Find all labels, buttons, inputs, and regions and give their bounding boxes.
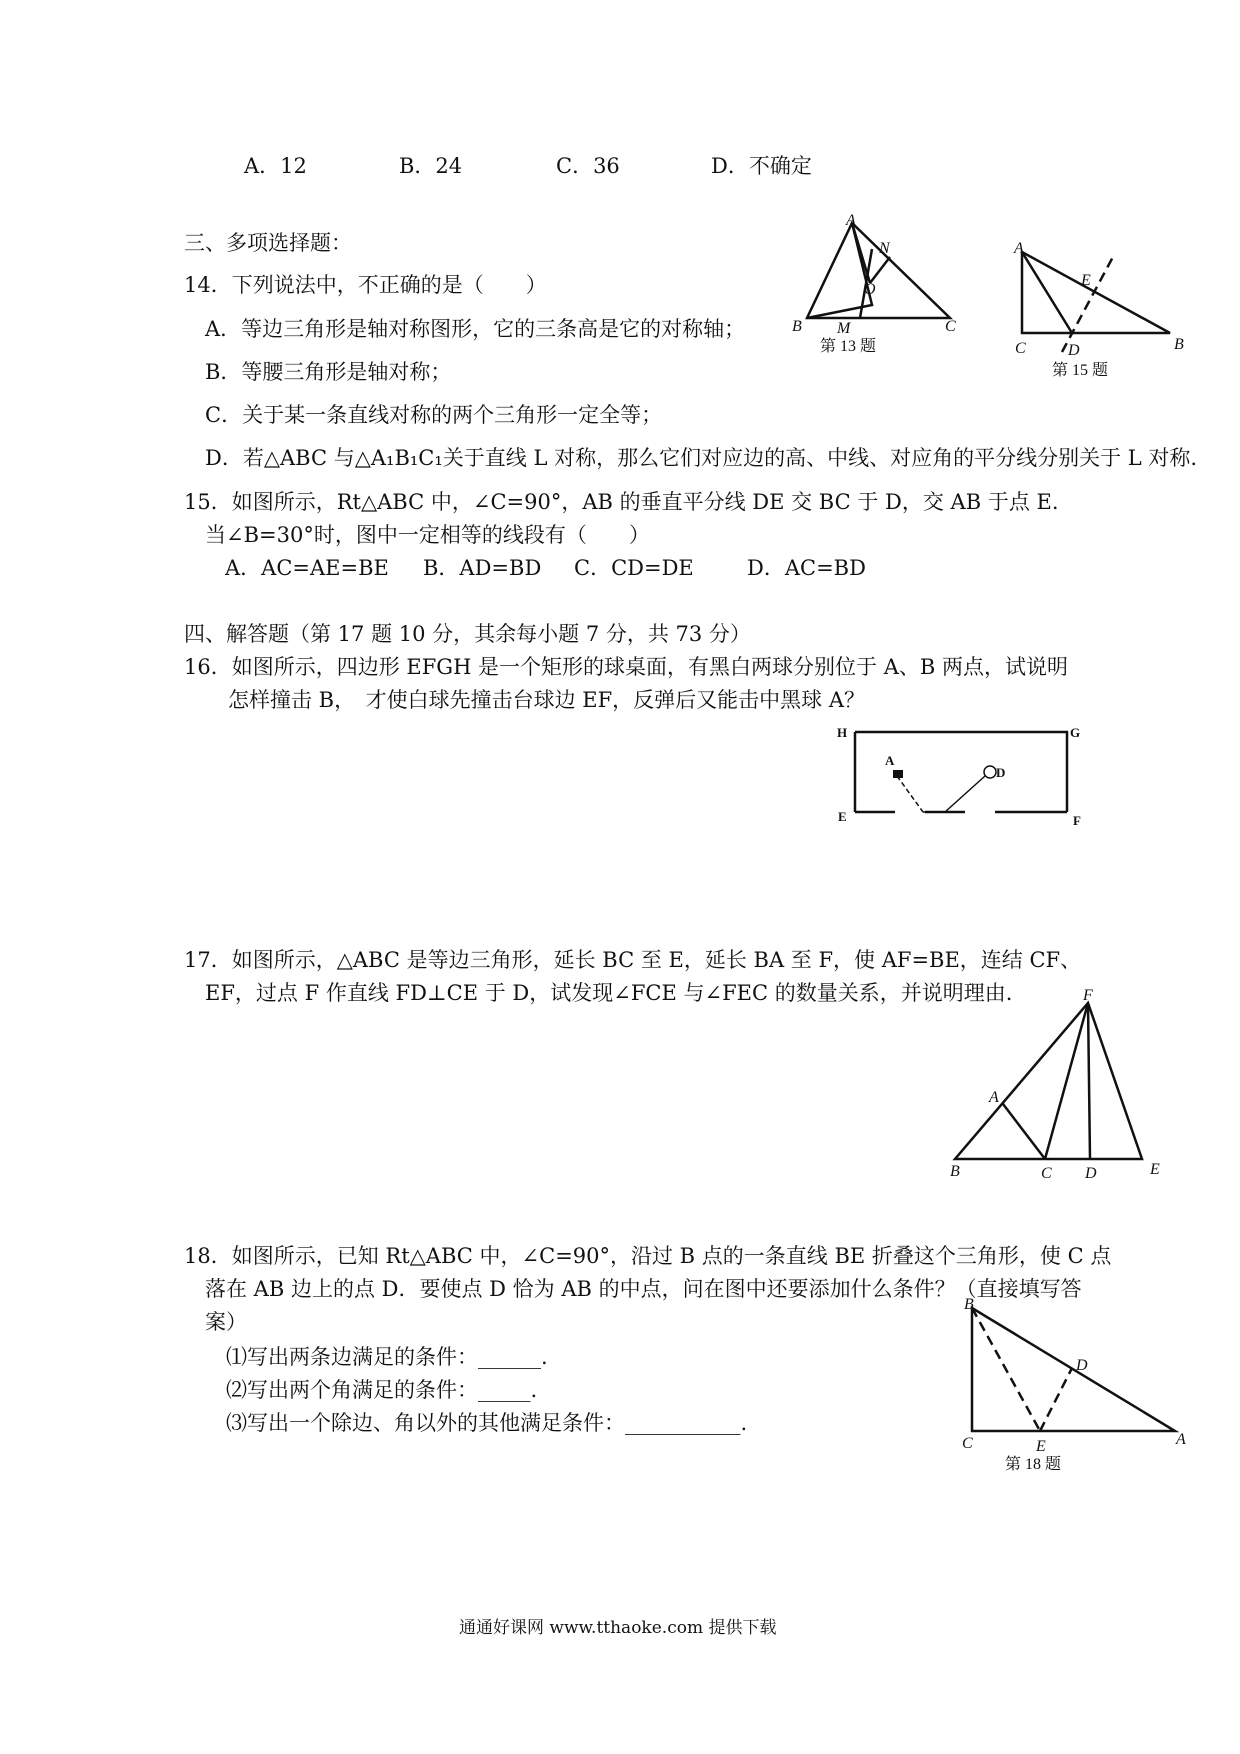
q15-option-a: A．AC=AE=BE [225,556,389,580]
fig16-label-ball-b: D [996,765,1006,780]
fig13-label-n: N [879,240,890,257]
q18-line-2: 落在 AB 边上的点 D．要使点 D 恰为 AB 的中点，问在图中还要添加什么条件？（直接填写答 [205,1277,1082,1301]
fig16-label-e: E [838,809,847,824]
fig13-label-a: A [846,212,856,229]
fig15-caption: 第 15 题 [1052,362,1109,379]
fig16-label-h: H [837,725,848,740]
fig17-label-f: F [1083,987,1093,1004]
q15-option-b: B．AD=BD [423,556,542,580]
fig16-label-g: G [1070,725,1081,740]
fig17-label-b: B [950,1163,960,1180]
q15-line-2: 当∠B=30°时，图中一定相等的线段有（ ） [205,523,650,547]
q13-option-b: B．24 [399,154,463,178]
q14-stem: 14．下列说法中，不正确的是（ ） [184,273,547,297]
q15-option-c: C．CD=DE [574,556,694,580]
section-3-title: 三、多项选择题： [184,231,352,255]
fig18-label-b: B [964,1296,974,1313]
fig15-label-b: B [1174,336,1184,353]
q14-option-a: A．等边三角形是轴对称图形，它的三条高是它的对称轴； [205,317,746,341]
q18-part-2: ⑵写出两个角满足的条件：_____. [226,1378,538,1402]
figure-18 [950,1295,1180,1445]
q18-line-3: 案） [205,1310,247,1334]
fig18-label-c: C [962,1435,973,1452]
q16-line-1: 16．如图所示，四边形 EFGH 是一个矩形的球桌面，有黑白两球分别位于 A、B 两点，试说明 [184,655,1069,679]
fig13-label-c: C [945,318,956,335]
fig15-label-a: A [1014,240,1024,257]
figure-13 [790,215,980,335]
section-4-title: 四、解答题（第 17 题 10 分，其余每小题 7 分，共 73 分） [184,622,751,646]
q13-option-c: C．36 [556,154,620,178]
q14-option-d: D．若△ABC 与△A₁B₁C₁关于直线 L 对称，那么它们对应边的高、中线、对应角的平分线分别关于 L 对称. [205,446,1198,470]
q15-line-1: 15．如图所示，Rt△ABC 中，∠C=90°，AB 的垂直平分线 DE 交 BC 于 D，交 AB 于点 E. [184,490,1059,514]
fig13-label-o: O [864,281,876,298]
fig17-label-a: A [989,1089,999,1106]
figure-16-table [835,720,1095,830]
fig17-label-e: E [1150,1161,1160,1178]
fig13-label-b: B [792,318,802,335]
fig18-label-e: E [1036,1438,1046,1455]
q17-line-2: EF，过点 F 作直线 FD⊥CE 于 D，试发现∠FCE 与∠FEC 的数量关系，并说明理由. [205,981,1013,1005]
q16-line-2: 怎样撞击 B， 才使白球先撞击台球边 EF，反弹后又能击中黑球 A？ [228,688,866,712]
fig18-caption: 第 18 题 [1005,1456,1062,1473]
figure-17 [945,990,1175,1180]
fig15-label-e: E [1081,272,1091,289]
q13-option-d: D．不确定 [711,154,812,178]
fig17-label-d: D [1085,1165,1097,1182]
q18-line-1: 18．如图所示，已知 Rt△ABC 中，∠C=90°，沿过 B 点的一条直线 BE 折叠这个三角形，使 C 点 [184,1244,1112,1268]
fig15-label-d: D [1068,342,1080,359]
fig16-label-f: F [1073,813,1081,828]
q14-option-c: C．关于某一条直线对称的两个三角形一定全等； [205,403,663,427]
footer-source: 通通好课网 www.tthaoke.com 提供下载 [459,1618,777,1638]
fig18-label-a: A [1176,1431,1186,1448]
q18-part-1: ⑴写出两条边满足的条件：______. [226,1345,548,1369]
q13-option-a: A．12 [244,154,307,178]
q14-option-b: B．等腰三角形是轴对称； [205,360,452,384]
fig15-label-c: C [1015,340,1026,357]
q17-line-1: 17．如图所示，△ABC 是等边三角形，延长 BC 至 E，延长 BA 至 F，使 AF=BE，连结 CF、 [184,948,1082,972]
q18-part-3: ⑶写出一个除边、角以外的其他满足条件：___________. [226,1411,748,1435]
fig17-label-c: C [1041,1165,1052,1182]
fig16-label-a: A [885,753,895,768]
fig13-caption: 第 13 题 [820,338,877,355]
q15-option-d: D．AC=BD [747,556,866,580]
fig13-label-m: M [837,320,851,337]
fig18-label-d: D [1076,1357,1088,1374]
